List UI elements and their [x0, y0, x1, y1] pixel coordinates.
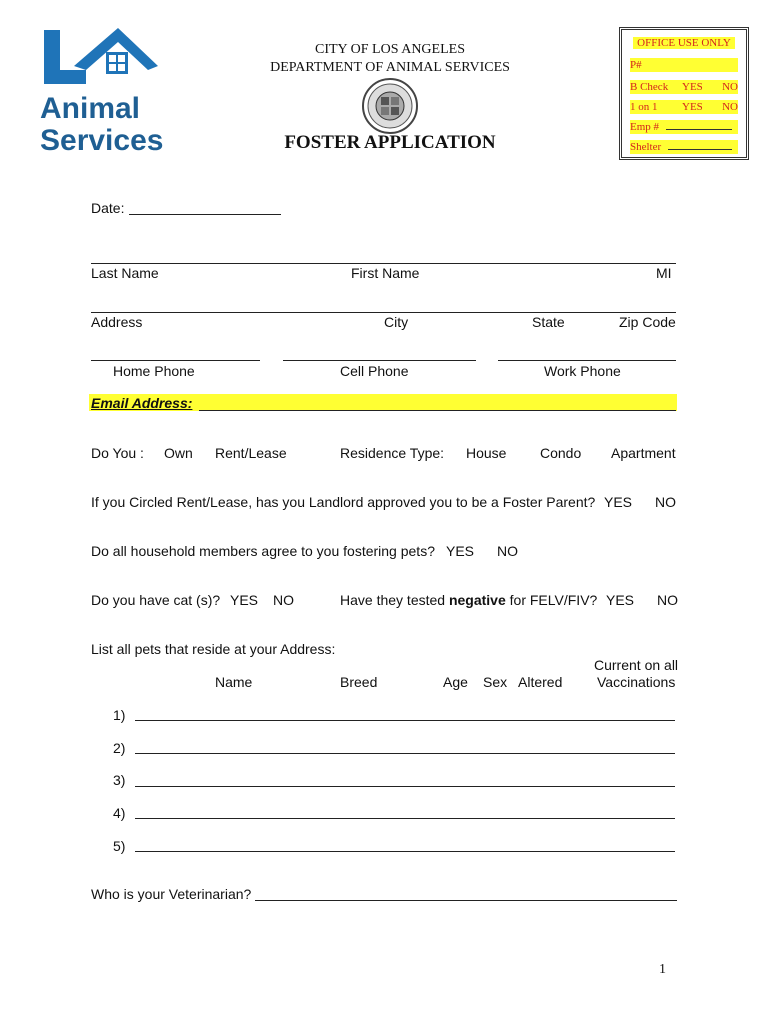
- date-field[interactable]: [129, 214, 281, 215]
- office-bcheck-no[interactable]: NO: [722, 81, 738, 93]
- header-city: CITY OF LOS ANGELES: [315, 42, 465, 57]
- landlord-yes-option[interactable]: YES: [604, 494, 633, 510]
- mi-label: MI: [656, 265, 672, 281]
- office-1on1-no[interactable]: NO: [722, 101, 738, 113]
- col-vaccinations-header-1: Current on all: [594, 657, 679, 673]
- col-altered-header: Altered: [518, 674, 563, 690]
- pet-row-1-field[interactable]: [135, 720, 675, 721]
- pet-row-5-field[interactable]: [135, 851, 675, 852]
- tested-yes-option[interactable]: YES: [606, 592, 635, 608]
- page-number: 1: [659, 962, 666, 977]
- office-emp-field[interactable]: [666, 129, 732, 130]
- do-you-label: Do You :: [91, 445, 144, 461]
- first-name-label: First Name: [351, 265, 420, 281]
- residence-type-label: Residence Type:: [340, 445, 445, 461]
- city-seal: [361, 77, 419, 135]
- cell-phone-label: Cell Phone: [340, 363, 409, 379]
- landlord-no-option[interactable]: NO: [655, 494, 676, 510]
- col-breed-header: Breed: [340, 674, 378, 690]
- email-label: Email Address:: [91, 395, 193, 411]
- office-bcheck-label: B Check: [630, 81, 669, 93]
- home-phone-field[interactable]: [91, 360, 260, 361]
- address-label: Address: [91, 314, 143, 330]
- household-no-option[interactable]: NO: [497, 543, 518, 559]
- office-use-box: [619, 27, 749, 160]
- condo-option[interactable]: Condo: [540, 445, 582, 461]
- apartment-option[interactable]: Apartment: [611, 445, 676, 461]
- pet-row-3-number: 3): [113, 772, 126, 788]
- home-phone-label: Home Phone: [113, 363, 195, 379]
- page-title: FOSTER APPLICATION: [284, 132, 496, 153]
- date-label: Date:: [91, 200, 125, 216]
- logo-word-animal: Animal: [40, 92, 141, 125]
- vet-question: Who is your Veterinarian?: [91, 886, 252, 902]
- office-shelter-label: Shelter: [630, 141, 662, 153]
- city-label: City: [384, 314, 409, 330]
- col-age-header: Age: [443, 674, 468, 690]
- rent-lease-option[interactable]: Rent/Lease: [215, 445, 287, 461]
- office-use-title: OFFICE USE ONLY: [633, 37, 735, 49]
- house-logo-icon: [36, 22, 161, 92]
- col-name-header: Name: [215, 674, 253, 690]
- cell-phone-field[interactable]: [283, 360, 476, 361]
- office-1on1-yes[interactable]: YES: [682, 101, 703, 113]
- name-field-line[interactable]: [91, 263, 676, 264]
- pet-row-2-number: 2): [113, 740, 126, 756]
- pet-row-2-field[interactable]: [135, 753, 675, 754]
- pets-list-label: List all pets that reside at your Address:: [91, 641, 336, 657]
- cats-yes-option[interactable]: YES: [230, 592, 259, 608]
- office-p-label: P#: [630, 59, 642, 71]
- header-department: DEPARTMENT OF ANIMAL SERVICES: [270, 60, 510, 75]
- tested-question-bold: negative: [448, 592, 506, 608]
- pet-row-3-field[interactable]: [135, 786, 675, 787]
- house-option[interactable]: House: [466, 445, 507, 461]
- household-yes-option[interactable]: YES: [446, 543, 475, 559]
- work-phone-field[interactable]: [498, 360, 676, 361]
- office-1on1-label: 1 on 1: [630, 101, 658, 113]
- city-seal-icon: [361, 77, 419, 135]
- work-phone-label: Work Phone: [544, 363, 621, 379]
- pet-row-5-number: 5): [113, 838, 126, 854]
- pet-row-1-number: 1): [113, 707, 126, 723]
- office-shelter-field[interactable]: [668, 149, 732, 150]
- household-question: Do all household members agree to you fostering pets?: [91, 543, 435, 559]
- state-label: State: [532, 314, 565, 330]
- pet-row-4-number: 4): [113, 805, 126, 821]
- tested-question: [340, 592, 597, 608]
- last-name-label: Last Name: [91, 265, 159, 281]
- own-option[interactable]: Own: [164, 445, 193, 461]
- landlord-question: If you Circled Rent/Lease, has you Landlord approved you to be a Foster Parent?: [91, 494, 596, 510]
- tested-no-option[interactable]: NO: [657, 592, 678, 608]
- office-bcheck-yes[interactable]: YES: [682, 81, 703, 93]
- animal-services-logo: [36, 22, 164, 157]
- pet-row-4-field[interactable]: [135, 818, 675, 819]
- tested-question-pre: Have they tested: [340, 592, 449, 608]
- cats-no-option[interactable]: NO: [273, 592, 294, 608]
- cats-question: Do you have cat (s)?: [91, 592, 221, 608]
- col-sex-header: Sex: [483, 674, 508, 690]
- office-emp-label: Emp #: [630, 121, 660, 133]
- zip-label: Zip Code: [619, 314, 676, 330]
- tested-question-post: for FELV/FIV?: [505, 592, 598, 608]
- col-vaccinations-header-2: Vaccinations: [597, 674, 676, 690]
- logo-word-services: Services: [40, 124, 164, 157]
- vet-field[interactable]: [255, 900, 677, 901]
- address-field-line[interactable]: [91, 312, 676, 313]
- email-field[interactable]: [199, 410, 676, 411]
